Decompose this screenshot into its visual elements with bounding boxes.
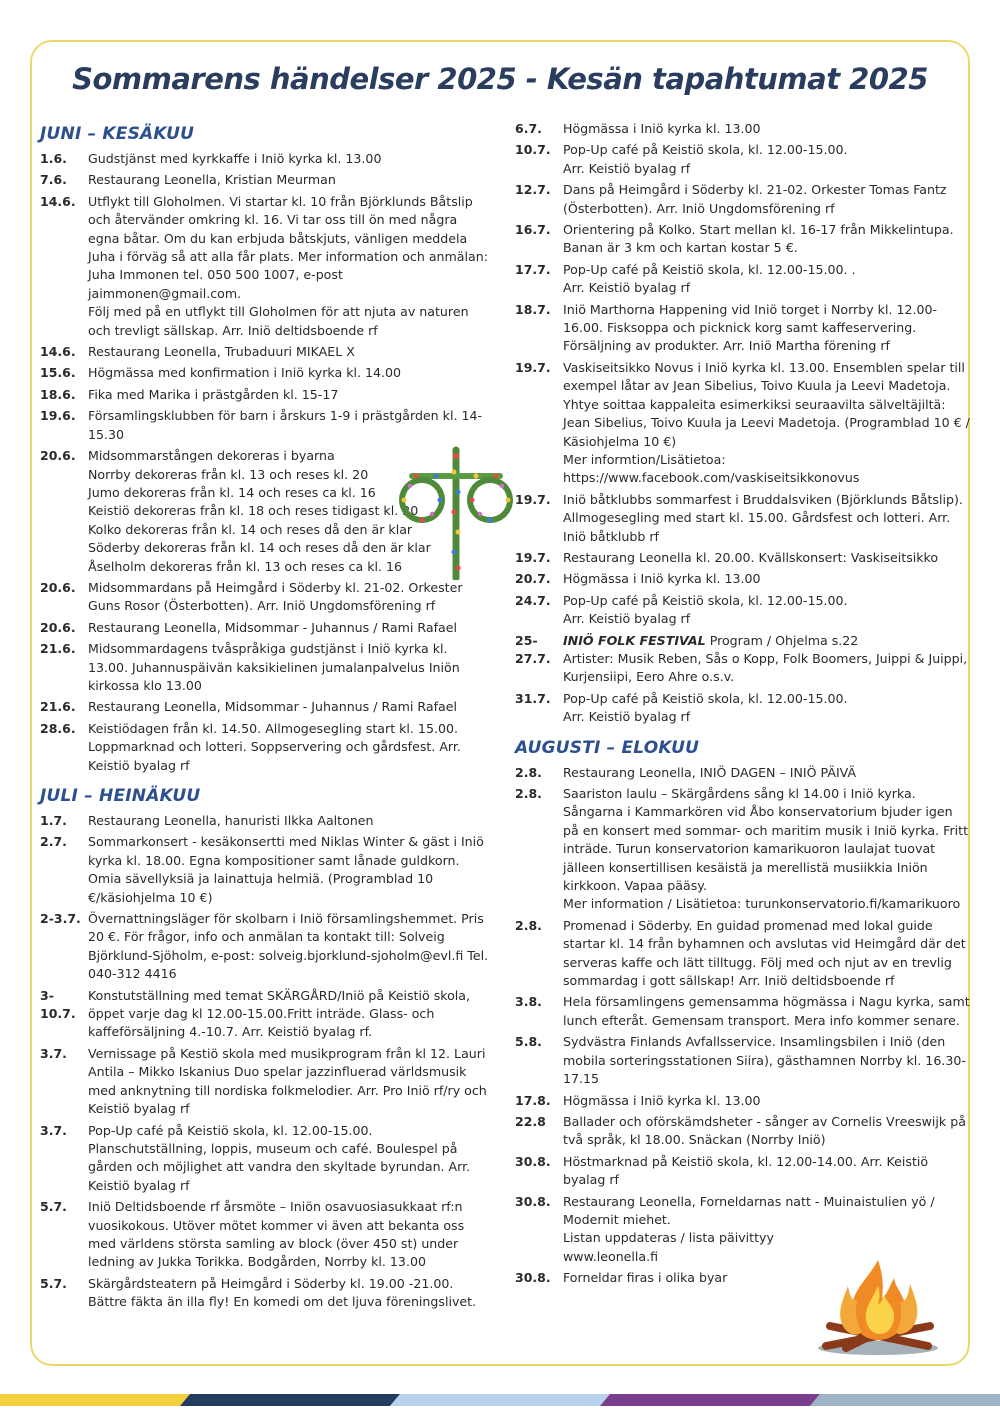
event-text: Midsommardans på Heimgård i Söderby kl. 21-02. Orkester Guns Rosor (Österbotten). Arr. Iniö Ungdomsförening rf bbox=[88, 579, 463, 614]
event-text: Vernissage på Kestiö skola med musikprogram från kl 12. Lauri Antila – Mikko Iskanius Duo spelar jazzinfluerad världsmusik med anknytning till nordiska folkmelodier. Arr. Pro Iniö rf/ry och Keistiö byalag rf bbox=[88, 1045, 487, 1117]
event-row bbox=[515, 221, 970, 258]
event-date: 18.6. bbox=[40, 386, 76, 402]
event-text: Pop-Up café på Keistiö skola, kl. 12.00-15.00. Arr. Keistiö byalag rf bbox=[563, 690, 848, 725]
event-row bbox=[40, 364, 490, 382]
event-date: 17.7. bbox=[515, 261, 551, 277]
event-date: 25-27.7. bbox=[515, 632, 551, 666]
event-date: 2.8. bbox=[515, 764, 542, 780]
event-text: Högmässa i Iniö kyrka kl. 13.00 bbox=[563, 1092, 761, 1108]
event-text: Forneldar firas i olika byar bbox=[563, 1270, 728, 1286]
event-row bbox=[515, 120, 970, 138]
event-date: 3.7. bbox=[40, 1045, 67, 1061]
event-date: 28.6. bbox=[40, 720, 76, 736]
event-date: 3.8. bbox=[515, 994, 542, 1010]
event-row bbox=[40, 579, 490, 616]
maypole-icon bbox=[392, 442, 520, 580]
event-text: Dans på Heimgård i Söderby kl. 21-02. Orkester Tomas Fantz (Österbotten). Arr. Iniö Ungdomsförening rf bbox=[563, 182, 947, 216]
event-date: 20.6. bbox=[40, 579, 76, 595]
event-date: 5.8. bbox=[515, 1034, 542, 1050]
event-row bbox=[515, 359, 970, 488]
event-list-augusti bbox=[515, 764, 970, 1288]
event-text: Restaurang Leonella kl. 20.00. Kvällskonsert: Vaskiseitsikko bbox=[563, 549, 939, 565]
event-row bbox=[515, 764, 970, 782]
event-row bbox=[515, 491, 970, 546]
event-date: 20.6. bbox=[40, 619, 76, 635]
event-text: INIÖ FOLK FESTIVAL Program / Ohjelma s.22 Artister: Musik Reben, Sås o Kopp, Folk Boomers, Juippi & Juippi, Kurjensiipi, Eero Ahre o.s.v. bbox=[563, 632, 968, 685]
event-row bbox=[515, 1153, 970, 1190]
event-text: Restaurang Leonella, INIÖ DAGEN – INIÖ PÄIVÄ bbox=[563, 764, 857, 780]
event-text: Pop-Up café på Keistiö skola, kl. 12.00-15.00. . Arr. Keistiö byalag rf bbox=[563, 261, 856, 296]
event-text: Restaurang Leonella, hanuristi Ilkka Aaltonen bbox=[88, 813, 374, 828]
event-row bbox=[515, 1092, 970, 1110]
page-title: Sommarens händelser 2025 - Kesän tapahtumat 2025 bbox=[72, 62, 928, 96]
event-date: 19.6. bbox=[40, 408, 76, 424]
event-text: Pop-Up café på Keistiö skola, kl. 12.00-15.00. Arr. Keistiö byalag rf bbox=[563, 592, 848, 627]
event-row bbox=[40, 640, 490, 695]
event-text: Högmässa i Iniö kyrka kl. 13.00 bbox=[563, 121, 761, 136]
bonfire-icon bbox=[812, 1256, 944, 1356]
event-row bbox=[40, 150, 490, 168]
event-list-juli-left bbox=[40, 812, 490, 1312]
event-text: Pop-Up café på Keistiö skola, kl. 12.00-15.00. Arr. Keistiö byalag rf bbox=[563, 142, 848, 176]
event-row bbox=[40, 698, 490, 716]
event-date: 22.8 bbox=[515, 1113, 546, 1129]
event-date: 3.7. bbox=[40, 1122, 67, 1138]
event-date: 1.6. bbox=[40, 151, 67, 166]
event-text: Midsommardagens tvåspråkiga gudstjänst i Iniö kyrka kl. 13.00. Juhannuspäivän kaksikielinen jumalanpalvelus Iniön kirkossa klo 13.00 bbox=[88, 641, 460, 693]
event-date: 12.7. bbox=[515, 182, 551, 198]
event-date: 2.8. bbox=[515, 917, 542, 933]
section-heading-juli: JULI – HEINÄKUU bbox=[40, 786, 201, 806]
event-date: 10.7. bbox=[515, 142, 551, 158]
event-text: Restaurang Leonella, Kristian Meurman bbox=[88, 172, 336, 188]
event-text: Orientering på Kolko. Start mellan kl. 16-17 från Mikkelintupa. Banan är 3 km och kartan kostar 5 €. bbox=[563, 222, 954, 256]
event-row bbox=[40, 407, 490, 444]
event-date: 30.8. bbox=[515, 1153, 551, 1169]
event-row bbox=[40, 386, 490, 404]
event-date: 19.7. bbox=[515, 359, 551, 375]
event-date: 3-10.7. bbox=[40, 987, 76, 1022]
event-text: Promenad i Söderby. En guidad promenad med lokal guide startar kl. 14 från byhamnen och avslutas vid Heimgård där det serveras kaffe och lätt tilltugg. Följ med och njut av en trevlig sommardag i gott sällskap! Arr. Iniö deltidsboende rf bbox=[563, 917, 966, 989]
event-row bbox=[40, 987, 490, 1042]
event-date: 16.7. bbox=[515, 222, 551, 238]
event-row bbox=[40, 1122, 490, 1196]
event-text: Församlingsklubben för barn i årskurs 1-9 i prästgården kl. 14-15.30 bbox=[88, 408, 483, 442]
event-date: 7.6. bbox=[40, 172, 67, 188]
event-text: Ballader och oförskämdsheter - sånger av Cornelis Vreeswijk på två språk, kl 18.00. Snäckan (Norrby Iniö) bbox=[563, 1113, 966, 1148]
footer-stripes bbox=[0, 1394, 1000, 1406]
event-text: Konstutställning med temat SKÄRGÅRD/Iniö på Keistiö skola, öppet varje dag kl 12.00-15.00.Fritt inträde. Glass- och kaffeförsäljning 4.-10.7. Arr. Keistiö byalag rf. bbox=[88, 987, 471, 1040]
event-text: Iniö båtklubbs sommarfest i Bruddalsviken (Björklunds Båtslip). Allmogesegling med start kl. 15.00. Gårdsfest och lotteri. Arr. Iniö båtklubb rf bbox=[563, 491, 963, 544]
event-date: 30.8. bbox=[515, 1270, 551, 1286]
event-text: Saariston laulu – Skärgårdens sång kl 14.00 i Iniö kyrka. Sångarna i Kammarkören vid Åbo konservatorium bjuder igen på en konsert med sommar- och maritim musik i Iniö kyrka. Fritt inträde. Turun konservatorion kamarikuoron laulajat tuovat jälleen konsertillisen kesäistä ja merellistä musiikkia Iniön kirkkoon. Vapaa pääsy. Mer information / Lisätietoa: turunkonservatorio.fi/kamarikuoro bbox=[563, 786, 969, 912]
event-row bbox=[40, 193, 490, 340]
event-text: Övernattningsläger för skolbarn i Iniö församlingshemmet. Pris 20 €. För frågor, info och anmälan ta kontakt till: Solveig Björklund-Sjöholm, e-post: solveig.bjorklund-sjoholm@evl.fi Tel. 040-312 4416 bbox=[88, 911, 489, 982]
event-row bbox=[40, 171, 490, 189]
event-row bbox=[40, 812, 490, 830]
event-text: Gudstjänst med kyrkkaffe i Iniö kyrka kl. 13.00 bbox=[88, 151, 382, 166]
event-date: 20.6. bbox=[40, 448, 76, 464]
event-date: 17.8. bbox=[515, 1092, 551, 1108]
event-text: Högmässa i Iniö kyrka kl. 13.00 bbox=[563, 571, 761, 587]
event-row bbox=[515, 141, 970, 178]
event-date: 31.7. bbox=[515, 690, 551, 706]
event-row bbox=[515, 1033, 970, 1088]
event-row bbox=[40, 1198, 490, 1272]
event-date: 14.6. bbox=[40, 193, 76, 209]
event-text: Höstmarknad på Keistiö skola, kl. 12.00-14.00. Arr. Keistiö byalag rf bbox=[563, 1153, 929, 1188]
event-text: Iniö Deltidsboende rf årsmöte – Iniön osavuosiasukkaat rf:n vuosikokous. Utöver mötet kommer vi även att bekanta oss med världens största samling av block (över 450 st) under ledning av Jukka Torikka. Bodgården, Norrby kl. 13.00 bbox=[88, 1199, 465, 1270]
event-date: 6.7. bbox=[515, 121, 542, 136]
event-row bbox=[515, 690, 970, 727]
event-row bbox=[40, 343, 490, 361]
event-row bbox=[515, 917, 970, 991]
event-row bbox=[515, 632, 970, 687]
event-text: Hela församlingens gemensamma högmässa i Nagu kyrka, samt lunch efteråt. Gemensam transport. Mera info kommer senare. bbox=[563, 994, 970, 1028]
event-row bbox=[515, 785, 970, 914]
event-row bbox=[40, 1275, 490, 1312]
event-date: 14.6. bbox=[40, 344, 76, 360]
event-date: 2.8. bbox=[515, 786, 542, 801]
event-row bbox=[515, 261, 970, 298]
event-row bbox=[40, 720, 490, 775]
right-column bbox=[515, 120, 970, 1291]
event-text: Keistiödagen från kl. 14.50. Allmogesegling start kl. 15.00. Loppmarknad och lotteri. Soppservering och gårdsfest. Arr. Keistiö byalag rf bbox=[88, 720, 461, 773]
event-text: Restaurang Leonella, Trubaduuri MIKAEL X bbox=[88, 344, 355, 360]
event-row bbox=[515, 549, 970, 567]
left-column bbox=[40, 124, 490, 1315]
event-date: 2.7. bbox=[40, 834, 67, 850]
event-text: Vaskiseitsikko Novus i Iniö kyrka kl. 13.00. Ensemblen spelar till exempel låtar av Jean Sibelius, Toivo Kuula ja Leevi Madetoja. Yhtye soittaa kappaleita esimerkiksi seuraavilta sälveltäjiltä: Jean Sibelius, Toivo Kuula ja Leevi Madetoja. (Programblad 10 € / Käsiohjelma 10 €) Mer informtion/Lisätietoa: https://www.facebook.com/vaskiseitsikkonovus bbox=[563, 359, 970, 486]
event-date: 5.7. bbox=[40, 1275, 67, 1291]
event-text: Restaurang Leonella, Forneldarnas natt - Muinaistulien yö / Modernit miehet. Listan uppdateras / lista päivittyy www.leonella.fi bbox=[563, 1193, 935, 1264]
event-text: Högmässa med konfirmation i Iniö kyrka kl. 14.00 bbox=[88, 365, 402, 381]
event-date: 18.7. bbox=[515, 301, 551, 317]
event-date: 19.7. bbox=[515, 491, 551, 507]
event-date: 21.6. bbox=[40, 699, 76, 715]
event-row bbox=[40, 910, 490, 984]
event-date: 5.7. bbox=[40, 1199, 67, 1215]
event-date: 2-3.7. bbox=[40, 911, 81, 927]
section-heading-augusti: AUGUSTI – ELOKUU bbox=[515, 737, 700, 758]
event-date: 19.7. bbox=[515, 549, 551, 565]
event-row bbox=[515, 592, 970, 629]
event-row bbox=[40, 619, 490, 637]
event-row bbox=[515, 181, 970, 218]
event-text: Restaurang Leonella, Midsommar - Juhannus / Rami Rafael bbox=[88, 619, 458, 635]
event-date: 30.8. bbox=[515, 1193, 551, 1209]
event-date: 21.6. bbox=[40, 641, 76, 657]
event-highlight: INIÖ FOLK FESTIVAL bbox=[563, 632, 706, 648]
event-date: 24.7. bbox=[515, 592, 551, 608]
event-text: Midsommarstången dekoreras i byarna Norrby dekoreras från kl. 13 och reses kl. 20 Jumo dekoreras från kl. 14 och reses ca kl. 16 Keistiö dekoreras från kl. 18 och reses tidigast kl. 20 Kolko dekoreras från kl. 14 och reses då den är klar Söderby dekoreras från kl. 14 och reses då den är klar Åselholm dekoreras från kl. 13 och reses ca kl. 16 bbox=[88, 448, 431, 574]
event-row bbox=[515, 1113, 970, 1150]
event-row bbox=[515, 993, 970, 1030]
event-text: Sydvästra Finlands Avfallsservice. Insamlingsbilen i Iniö (den mobila sorteringsstationen Siira), gästhamnen Norrby kl. 16.30-17.15 bbox=[563, 1034, 966, 1087]
event-row bbox=[515, 570, 970, 588]
event-text: Skärgårdsteatern på Heimgård i Söderby kl. 19.00 -21.00. Bättre fäkta än illa fly! En komedi om det ljuva föreningslivet. bbox=[88, 1275, 477, 1310]
event-list-juli-right bbox=[515, 120, 970, 727]
event-text: Iniö Marthorna Happening vid Iniö torget i Norrby kl. 12.00-16.00. Fisksoppa och picknick korg samt kaffeservering. Försäljning av produkter. Arr. Iniö Martha förening rf bbox=[563, 301, 938, 354]
event-text: Fika med Marika i prästgården kl. 15-17 bbox=[88, 386, 339, 402]
event-text: Pop-Up café på Keistiö skola, kl. 12.00-15.00. Planschutställning, loppis, museum och café. Boulespel på gården och möjlighet att vandra den skyltade byrundan. Arr. Keistiö byalag rf bbox=[88, 1122, 471, 1193]
event-row bbox=[40, 833, 490, 907]
event-date: 15.6. bbox=[40, 365, 76, 381]
event-text: Restaurang Leonella, Midsommar - Juhannus / Rami Rafael bbox=[88, 699, 458, 715]
event-date: 1.7. bbox=[40, 813, 67, 828]
event-row bbox=[515, 301, 970, 356]
event-row bbox=[40, 1045, 490, 1119]
event-text: Sommarkonsert - kesäkonsertti med Niklas Winter & gäst i Iniö kyrka kl. 18.00. Egna kompositioner samt lånade guldkorn. Omia sävellyksiä ja lainattuja helmiä. (Programblad 10 €/käsiohjelma 10 €) bbox=[88, 834, 484, 905]
event-date: 20.7. bbox=[515, 571, 551, 587]
event-text: Utflykt till Gloholmen. Vi startar kl. 10 från Björklunds Båtslip och återvänder omkring kl. 16. Vi tar oss till ön med några egna båtar. Om du kan erbjuda båtskjuts, vänligen meddela Juha i förväg så att alla får plats. Mer information och anmälan: Juha Immonen tel. 050 500 1007, e-post jaimmonen@gmail.com. Följ med på en utflykt till Gloholmen för att njuta av naturen och trevligt sällskap. Arr. Iniö deltidsboende rf bbox=[88, 193, 488, 338]
section-heading-juni: JUNI – KESÄKUU bbox=[40, 124, 195, 144]
